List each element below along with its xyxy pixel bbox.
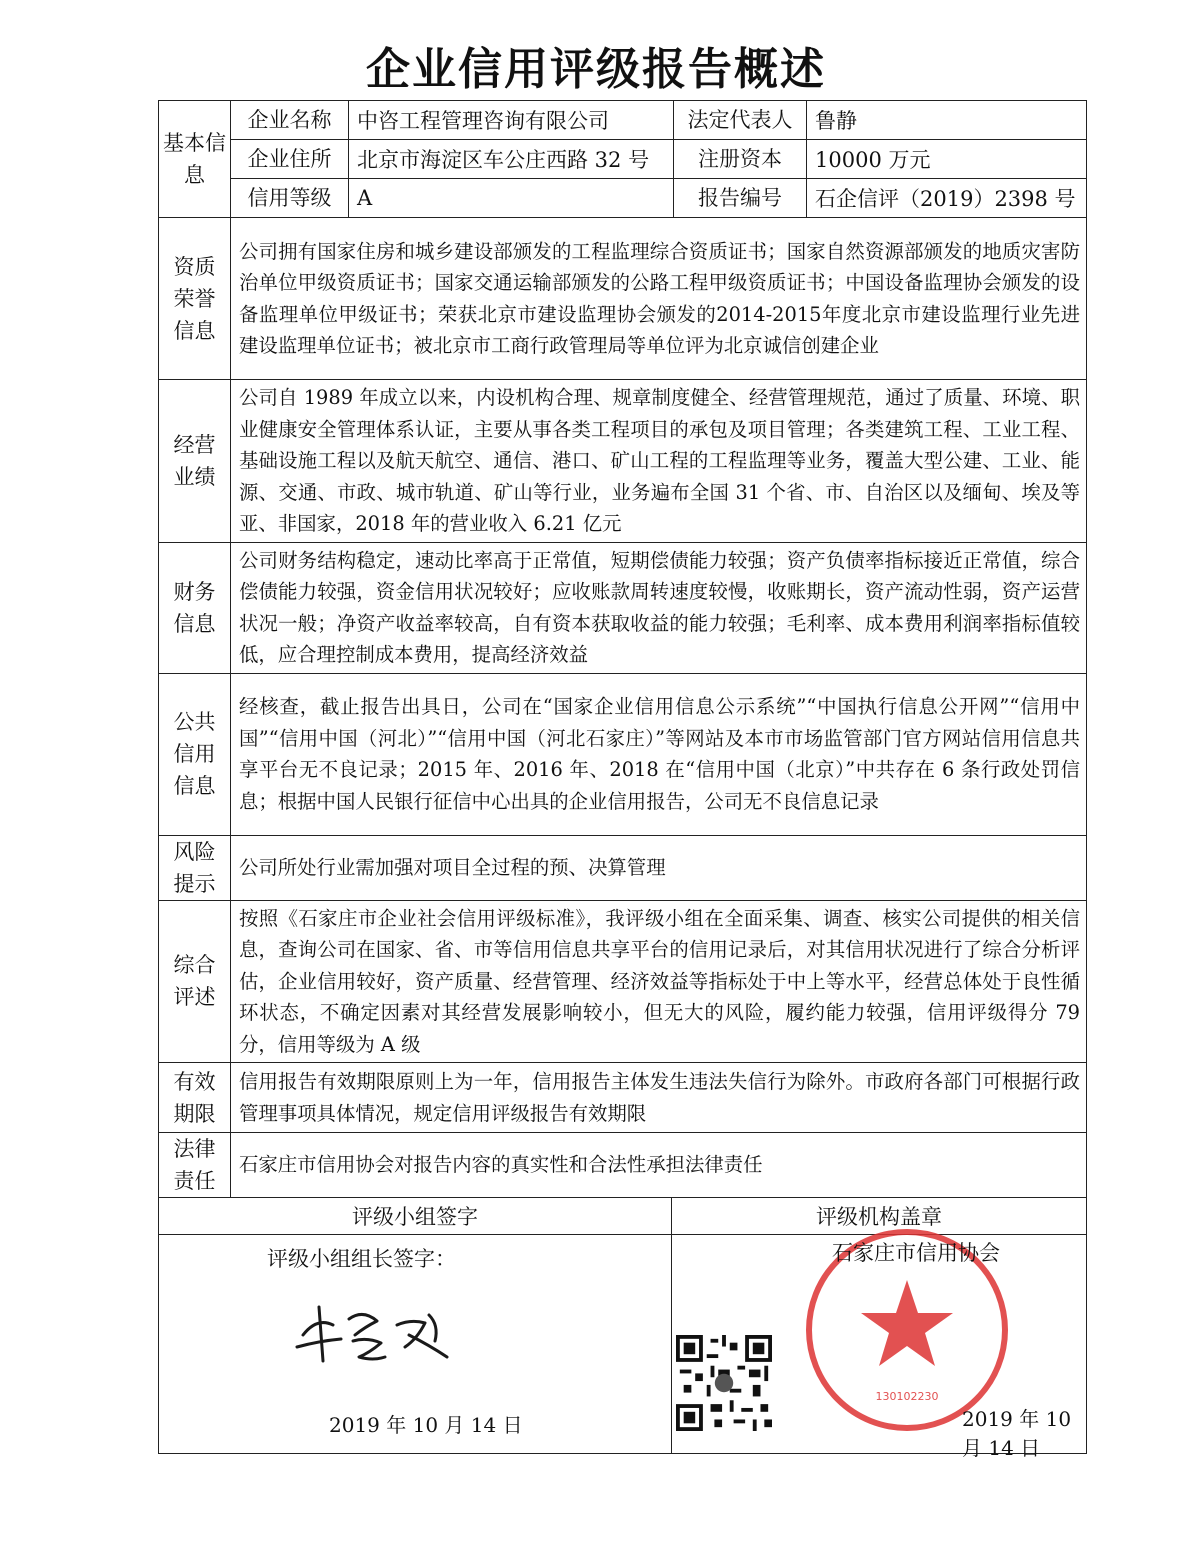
section-row	[159, 218, 1087, 380]
team-sign-date: 2019 年 10 月 14 日	[329, 1413, 523, 1437]
seal-number: 130102230	[875, 1390, 939, 1403]
section-label-performance: 经营业绩	[159, 380, 231, 543]
section-text-risk: 公司所处行业需加强对项目全过程的预、决算管理	[231, 835, 1087, 900]
section-row	[159, 900, 1087, 1063]
section-row	[159, 673, 1087, 835]
basic-row-1	[159, 101, 1087, 140]
section-text-summary: 按照《石家庄市企业社会信用评级标准》，我评级小组在全面采集、调查、核实公司提供的相关信息，查询公司在国家、省、市等信用信息共享平台的信用记录后，对其信用状况进行了综合分析评估，企业信用较好，资产质量、经营管理、经济效益等指标处于中上等水平，经营总体处于良性循环状态，不确定因素对其经营发展影响较小，但无大的风险，履约能力较强，信用评级得分 79 分，信用等级为 A 级	[231, 900, 1087, 1063]
section-row	[159, 1133, 1087, 1198]
section-text-validity: 信用报告有效期限原则上为一年，信用报告主体发生违法失信行为除外。市政府各部门可根据行政管理事项具体情况，规定信用评级报告有效期限	[231, 1063, 1087, 1133]
org-name: 石家庄市信用协会	[832, 1241, 1000, 1265]
section-label-finance: 财务信息	[159, 542, 231, 673]
page-title: 企业信用评级报告概述	[366, 44, 826, 95]
section-row	[159, 380, 1087, 543]
capital-label: 注册资本	[674, 140, 807, 179]
signature-body-row	[159, 1235, 1087, 1454]
capital-value: 10000 万元	[807, 140, 1087, 179]
qr-code-icon	[676, 1335, 772, 1431]
section-row	[159, 835, 1087, 900]
report-table	[158, 100, 1087, 1460]
company-name-label: 企业名称	[231, 101, 349, 140]
section-text-performance: 公司自 1989 年成立以来，内设机构合理、规章制度健全、经营管理规范，通过了质量、环境、职业健康安全管理体系认证，主要从事各类工程项目的承包及项目管理；各类建筑工程、工业工程、基础设施工程以及航天航空、通信、港口、矿山工程的工程监理等业务，覆盖大型公建、工业、能源、交通、市政、城市轨道、矿山等行业，业务遍布全国 31 个省、市、自治区以及缅甸、埃及等亚、非国家，2018 年的营业收入 6.21 亿元	[231, 380, 1087, 543]
address-value: 北京市海淀区车公庄西路 32 号	[349, 140, 674, 179]
section-text-legal: 石家庄市信用协会对报告内容的真实性和合法性承担法律责任	[231, 1133, 1087, 1198]
org-seal-header: 评级机构盖章	[672, 1198, 1087, 1235]
report-no-value: 石企信评（2019）2398 号	[807, 179, 1087, 218]
section-label-validity: 有效期限	[159, 1063, 231, 1133]
section-label-public-credit: 公共信用信息	[159, 673, 231, 835]
team-signature-header: 评级小组签字	[159, 1198, 672, 1235]
section-row	[159, 1063, 1087, 1133]
section-text-finance: 公司财务结构稳定，速动比率高于正常值，短期偿债能力较强；资产负债率指标接近正常值，综合偿债能力较强，资金信用状况较好；应收账款周转速度较慢，收账期长，资产流动性弱，资产运营状况一般；净资产收益率较高，自有资本获取收益的能力较强；毛利率、成本费用利润率指标值较低，应合理控制成本费用，提高经济效益	[231, 542, 1087, 673]
section-label-summary: 综合评述	[159, 900, 231, 1063]
org-seal-cell	[672, 1235, 1087, 1460]
section-label-legal: 法律责任	[159, 1133, 231, 1198]
company-name-value: 中咨工程管理咨询有限公司	[349, 101, 674, 140]
section-text-public-credit: 经核查，截止报告出具日，公司在“国家企业信用信息公示系统”“中国执行信息公开网”“信用中国”“信用中国（河北）”“信用中国（河北石家庄）”等网站及本市市场监管部门官方网站信用信息共享平台无不良记录；2015 年、2016 年、2018 在“信用中国（北京）”中共存在 6 条行政处罚信息；根据中国人民银行征信中心出具的企业信用报告，公司无不良信息记录	[231, 673, 1087, 835]
legal-rep-value: 鲁静	[807, 101, 1087, 140]
section-label-qualification: 资质荣誉信息	[159, 218, 231, 380]
basic-row-2	[159, 140, 1087, 179]
section-text-qualification: 公司拥有国家住房和城乡建设部颁发的工程监理综合资质证书；国家自然资源部颁发的地质灾害防治单位甲级资质证书；国家交通运输部颁发的公路工程甲级资质证书；中国设备监理协会颁发的设备监理单位甲级证书；荣获北京市建设监理协会颁发的2014-2015年度北京市建设监理行业先进建设监理单位证书；被北京市工商行政管理局等单位评为北京诚信创建企业	[231, 218, 1087, 380]
report-no-label: 报告编号	[674, 179, 807, 218]
section-row	[159, 542, 1087, 673]
basic-row-3	[159, 179, 1087, 218]
basic-info-label: 基本信息	[159, 101, 231, 218]
leader-signature-label: 评级小组组长签字：	[267, 1247, 456, 1271]
team-signature-cell	[159, 1235, 672, 1454]
section-label-risk: 风险提示	[159, 835, 231, 900]
org-sign-date: 2019 年 10 月 14 日	[962, 1407, 1072, 1460]
legal-rep-label: 法定代表人	[674, 101, 807, 140]
grade-label: 信用等级	[231, 179, 349, 218]
handwritten-signature	[289, 1295, 469, 1375]
grade-value: A	[349, 179, 674, 218]
address-label: 企业住所	[231, 140, 349, 179]
